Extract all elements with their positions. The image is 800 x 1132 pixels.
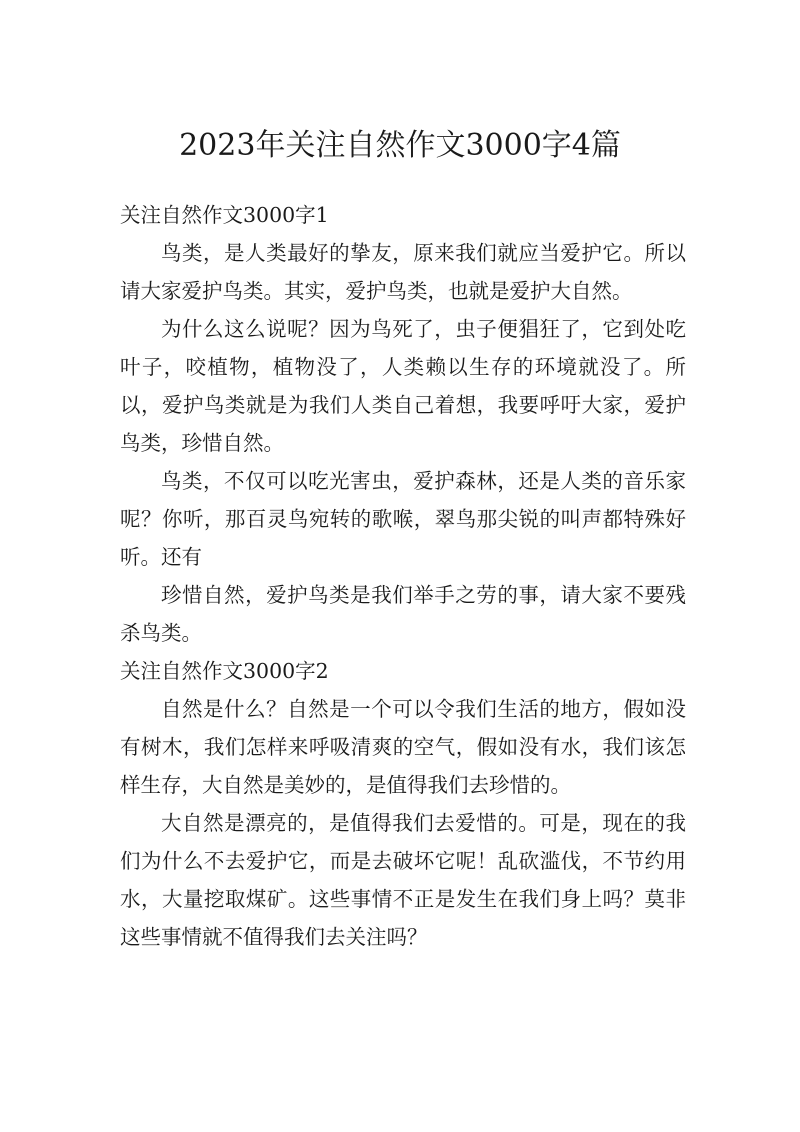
- section-heading-2: 关注自然作文3000字2: [120, 659, 329, 683]
- paragraph: 鸟类，不仅可以吃光害虫，爱护森林，还是人类的音乐家呢？你听，那百灵鸟宛转的歌喉，翠鸟那尖锐的叫声都特殊好听。还有: [120, 469, 686, 569]
- paragraph: 珍惜自然，爱护鸟类是我们举手之劳的事，请大家不要残杀鸟类。: [120, 583, 686, 645]
- document-body: [120, 196, 686, 956]
- document-title: 2023年关注自然作文3000字4篇: [179, 128, 621, 163]
- paragraph: 自然是什么？自然是一个可以令我们生活的地方，假如没有树木，我们怎样来呼吸清爽的空气，假如没有水，我们该怎样生存，大自然是美妙的，是值得我们去珍惜的。: [120, 697, 686, 797]
- paragraph: 鸟类，是人类最好的挚友，原来我们就应当爱护它。所以请大家爱护鸟类。其实，爱护鸟类，也就是爱护大自然。: [120, 241, 686, 303]
- section-heading-1: 关注自然作文3000字1: [120, 203, 329, 227]
- paragraph: 为什么这么说呢？因为鸟死了，虫子便猖狂了，它到处吃叶子，咬植物，植物没了，人类赖以生存的环境就没了。所以，爱护鸟类就是为我们人类自己着想，我要呼吁大家，爱护鸟类，珍惜自然。: [120, 317, 686, 455]
- paragraph: 大自然是漂亮的，是值得我们去爱惜的。可是，现在的我们为什么不去爱护它，而是去破坏它呢！乱砍滥伐，不节约用水，大量挖取煤矿。这些事情不正是发生在我们身上吗？莫非这些事情就不值得我们去关注吗？: [120, 811, 686, 949]
